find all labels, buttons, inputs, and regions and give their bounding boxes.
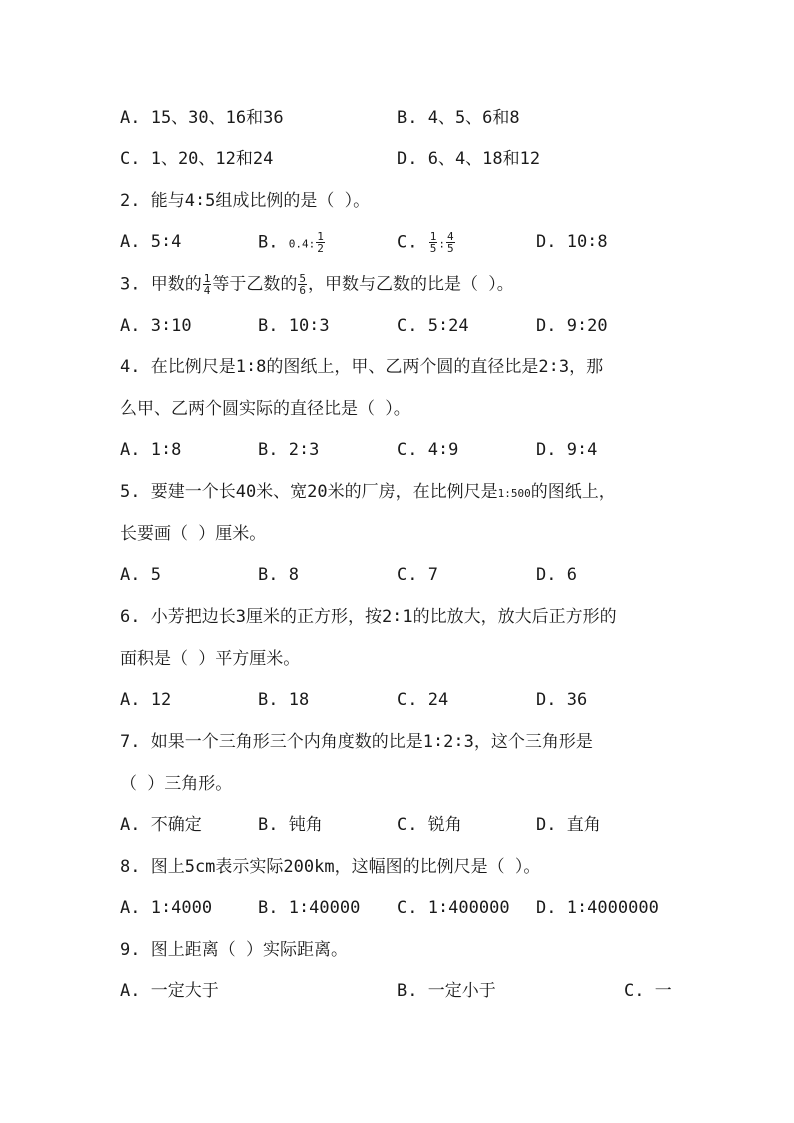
q4-option-a: A. 1∶8 — [120, 440, 182, 460]
q1-option-b: B. 4、5、6和8 — [397, 108, 520, 128]
q5-stem-line2: 长要画（ ）厘米。 — [120, 524, 267, 544]
fraction-denominator: 5 — [446, 242, 454, 255]
q2-option-a: A. 5∶4 — [120, 232, 182, 252]
q5-stem-line1 — [120, 481, 616, 505]
fraction-denominator: 2 — [317, 242, 324, 255]
q8-option-c: C. 1∶400000 — [397, 898, 510, 918]
q2-option-c-prefix: C. — [397, 232, 418, 253]
q6-option-b: B. 18 — [258, 690, 310, 710]
q3-fraction-1 — [203, 273, 212, 296]
q8-option-d: D. 1∶4000000 — [536, 898, 659, 918]
q5-option-b: B. 8 — [258, 565, 299, 585]
q4-option-d: D. 9∶4 — [536, 440, 598, 460]
q3-stem-part3: ，甲数与乙数的比是（ ）。 — [307, 274, 514, 295]
q7-stem-line1: 7. 如果一个三角形三个内角度数的比是1∶2∶3，这个三角形是 — [120, 732, 593, 752]
q2-option-b-prefix: B. — [258, 232, 279, 253]
q8-stem: 8. 图上5cm表示实际200km，这幅图的比例尺是（ ）。 — [120, 857, 541, 877]
q9-stem: 9. 图上距离（ ）实际距离。 — [120, 940, 348, 960]
q1-option-a: A. 15、30、16和36 — [120, 108, 284, 128]
q6-stem-line2: 面积是（ ）平方厘米。 — [120, 649, 301, 669]
q2-stem: 2. 能与4∶5组成比例的是（ ）。 — [120, 191, 371, 211]
q1-option-c: C. 1、20、12和24 — [120, 149, 274, 169]
q6-stem-line1: 6. 小芳把边长3厘米的正方形，按2∶1的比放大，放大后正方形的 — [120, 607, 617, 627]
q5-scale: 1:500 — [497, 487, 531, 500]
q2-option-b-fraction — [316, 231, 325, 254]
fraction-denominator: 6 — [299, 284, 306, 297]
q5-option-d: D. 6 — [536, 565, 577, 585]
q7-option-c: C. 锐角 — [397, 815, 462, 835]
q2-option-c-fraction-1 — [429, 231, 438, 254]
fraction-numerator: 1 — [203, 272, 211, 285]
q5-option-a: A. 5 — [120, 565, 161, 585]
fraction-numerator: 1 — [317, 230, 324, 243]
q4-option-b: B. 2∶3 — [258, 440, 320, 460]
q2-option-b-left: 0.4: — [288, 237, 316, 251]
q3-option-d: D. 9∶20 — [536, 316, 608, 336]
q1-option-d: D. 6、4、18和12 — [397, 149, 541, 169]
q4-option-c: C. 4∶9 — [397, 440, 459, 460]
q5-stem-part1: 5. 要建一个长40米、宽20米的厂房，在比例尺是 — [120, 482, 498, 502]
q2-option-d: D. 10∶8 — [536, 232, 608, 252]
q3-stem-part2: 等于乙数的 — [212, 274, 298, 295]
q6-option-a: A. 12 — [120, 690, 172, 710]
q3-option-a: A. 3∶10 — [120, 316, 192, 336]
q5-option-c: C. 7 — [397, 565, 438, 585]
q7-option-d: D. 直角 — [536, 815, 601, 835]
q6-option-d: D. 36 — [536, 690, 588, 710]
q2-option-c-fraction-2 — [446, 231, 455, 254]
q5-stem-part2: 的图纸上， — [530, 482, 616, 502]
q7-option-a: A. 不确定 — [120, 815, 202, 835]
q7-stem-line2: （ ）三角形。 — [120, 774, 233, 794]
q2-option-b — [258, 231, 326, 256]
fraction-numerator: 1 — [429, 230, 437, 243]
q3-option-b: B. 10∶3 — [258, 316, 330, 336]
q8-option-b: B. 1∶40000 — [258, 898, 361, 918]
q6-option-c: C. 24 — [397, 690, 449, 710]
q9-option-c: C. 一 — [624, 981, 672, 1001]
fraction-numerator: 5 — [299, 272, 306, 285]
q9-option-a: A. 一定大于 — [120, 981, 219, 1001]
q3-option-c: C. 5∶24 — [397, 316, 469, 336]
q3-stem — [120, 273, 514, 296]
q4-stem-line1: 4. 在比例尺是1∶8的图纸上，甲、乙两个圆的直径比是2∶3，那 — [120, 357, 604, 377]
q3-fraction-2 — [298, 273, 307, 296]
q9-option-b: B. 一定小于 — [397, 981, 496, 1001]
q8-option-a: A. 1∶4000 — [120, 898, 213, 918]
fraction-denominator: 5 — [429, 242, 437, 255]
q7-option-b: B. 钝角 — [258, 815, 323, 835]
ratio-colon: : — [438, 237, 445, 251]
fraction-denominator: 4 — [203, 284, 211, 297]
fraction-numerator: 4 — [446, 230, 454, 243]
q3-stem-part1: 3. 甲数的 — [120, 274, 202, 295]
q4-stem-line2: 么甲、乙两个圆实际的直径比是（ ）。 — [120, 399, 411, 419]
q2-option-c — [397, 231, 456, 256]
